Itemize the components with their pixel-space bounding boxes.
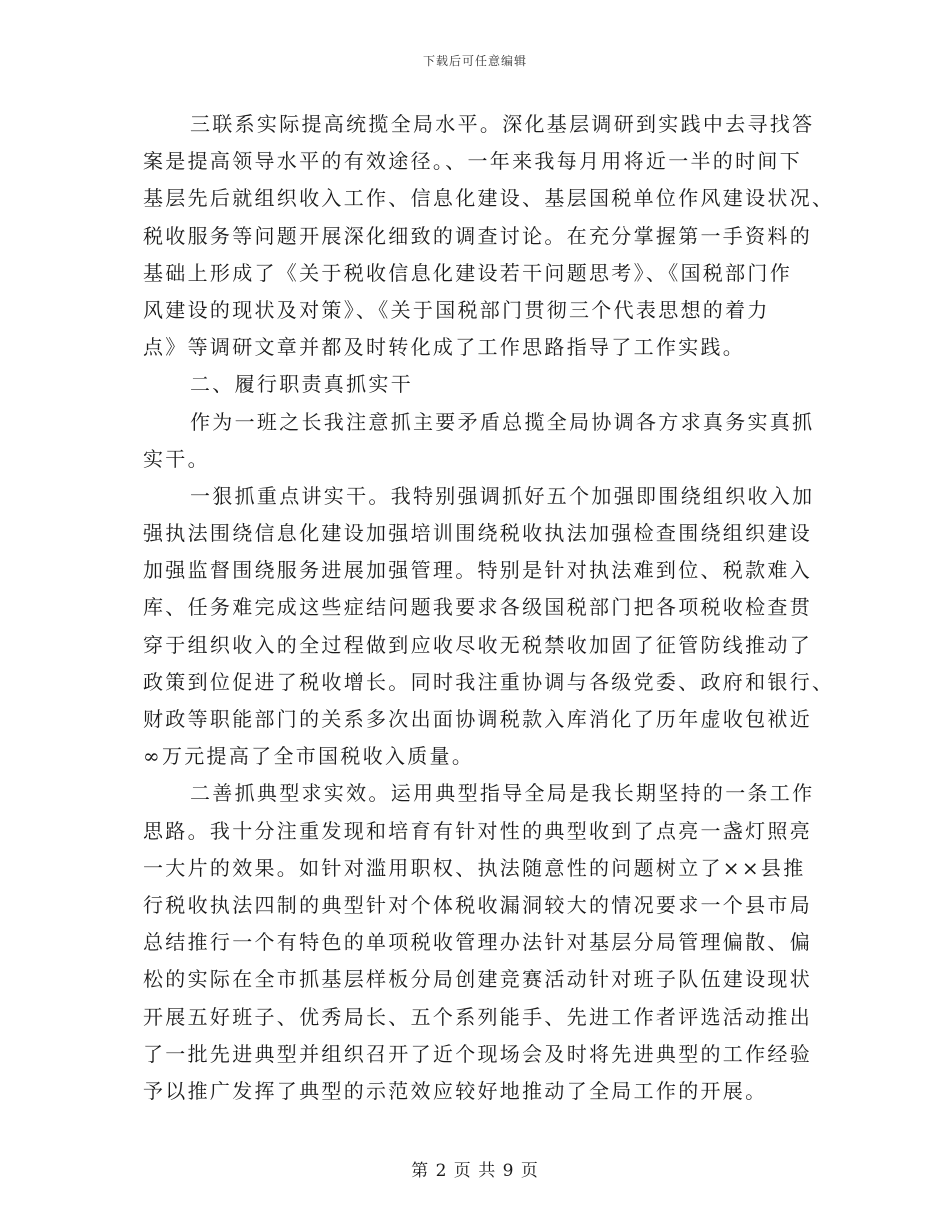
text-line: 一大片的效果。如针对滥用职权、执法随意性的问题树立了××县推 [143,855,806,880]
text-line: 强执法围绕信息化建设加强培训围绕税收执法加强检查围绕组织建设 [143,521,812,546]
text-line: 行税收执法四制的典型针对个体税收漏洞较大的情况要求一个县市局 [143,892,812,917]
text-line: 二善抓典型求实效。运用典型指导全局是我长期坚持的一条工作 [190,781,815,806]
document-body [143,106,835,1110]
text-line: 作为一班之长我注意抓主要矛盾总揽全局协调各方求真务实真抓 [190,409,815,434]
text-line: 实干。 [143,446,210,471]
text-line: ∞万元提高了全市国税收入质量。 [143,744,475,769]
text-line: 税收服务等问题开展深化细致的调查讨论。在充分掌握第一手资料的 [143,223,812,248]
text-line: 予以推广发挥了典型的示范效应较好地推动了全局工作的开展。 [143,1078,768,1103]
page-footer: 第 2 页 共 9 页 [411,1161,539,1181]
text-line: 案是提高领导水平的有效途径。、一年来我每月用将近一半的时间下 [143,149,802,174]
text-line: 穿于组织收入的全过程做到应收尽收无税禁收加固了征管防线推动了 [143,632,812,657]
text-line: 加强监督围绕服务进展加强管理。特别是针对执法难到位、税款难入 [143,558,812,583]
page-header: 下载后可任意编辑 [422,54,527,68]
text-line: 三联系实际提高统揽全局水平。深化基层调研到实践中去寻找答 [190,112,815,136]
text-line: 开展五好班子、优秀局长、五个系列能手、先进工作者评选活动推出 [143,1004,812,1029]
text-line: 思路。我十分注重发现和培育有针对性的典型收到了点亮一盏灯照亮 [143,818,812,843]
text-line: 松的实际在全市抓基层样板分局创建竞赛活动针对班子队伍建设现状 [143,967,812,992]
text-line: 基层先后就组织收入工作、信息化建设、基层国税单位作风建设状况、 [143,186,835,211]
text-line: 基础上形成了《关于税收信息化建设若干问题思考》、《国税部门作 [143,260,792,285]
section-heading: 二、履行职责真抓实干 [190,372,413,397]
text-line: 财政等职能部门的关系多次出面协调税款入库消化了历年虚收包袱近 [143,707,812,731]
text-line: 点》等调研文章并都及时转化成了工作思路指导了工作实践。 [143,335,746,360]
text-line: 风建设的现状及对策》、《关于国税部门贯彻三个代表思想的着力 [143,297,770,322]
text-line: 政策到位促进了税收增长。同时我注重协调与各级党委、政府和银行、 [143,669,835,694]
text-line: 总结推行一个有特色的单项税收管理办法针对基层分局管理偏散、偏 [143,930,812,955]
text-line: 了一批先进典型并组织召开了近个现场会及时将先进典型的工作经验 [143,1041,812,1066]
text-line: 一狠抓重点讲实干。我特别强调抓好五个加强即围绕组织收入加 [190,483,815,508]
text-line: 库、任务难完成这些症结问题我要求各级国税部门把各项税收检查贯 [143,595,812,620]
